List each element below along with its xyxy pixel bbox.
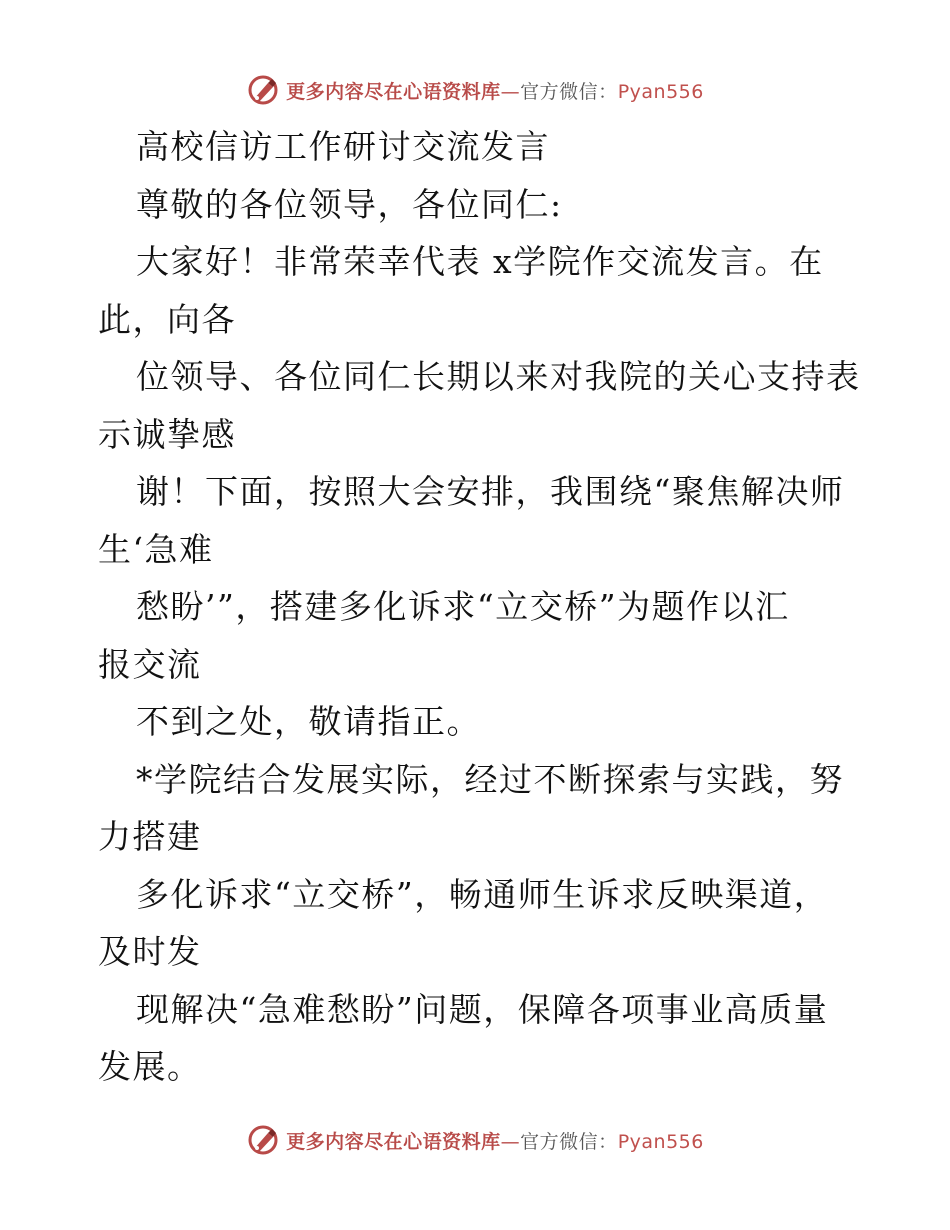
banner-wechat-label: 官方微信： [520, 1130, 618, 1153]
banner-wechat-id: Pyan556 [617, 80, 704, 103]
text-line: 及时发 [98, 932, 202, 971]
text-line: 不到之处，敬请指正。 [136, 702, 481, 741]
banner-wechat-id: Pyan556 [617, 1130, 704, 1153]
banner-site-name: 更多内容尽在心语资料库 [286, 80, 501, 103]
banner-site-name: 更多内容尽在心语资料库 [286, 1130, 501, 1153]
text-line: 多化诉求“立交桥”，畅通师生诉求反映渠道， [136, 874, 829, 914]
banner-dash: — [500, 1130, 521, 1153]
pen-logo-icon [246, 1123, 280, 1157]
text-line: 生‘急难 [98, 529, 214, 569]
text-line: 谢！下面，按照大会安排，我围绕“聚焦解决师 [136, 472, 845, 511]
text-line: 位领导、各位同仁长期以来对我院的关心支持表 [136, 357, 861, 396]
text-line: 尊敬的各位领导，各位同仁: [136, 184, 563, 224]
text-line: 大家好！非常荣幸代表 x学院作交流发言。在 [136, 242, 824, 281]
text-line: 示诚挚感 [98, 414, 236, 454]
banner-wechat-label: 官方微信： [520, 80, 618, 103]
header-banner [0, 70, 950, 110]
banner-text [286, 77, 704, 104]
banner-text [286, 1127, 704, 1154]
banner-dash: — [500, 80, 521, 103]
document-body [98, 118, 861, 1096]
text-line: 发展。 [98, 1047, 202, 1086]
text-line: 愁盼’”，搭建多化诉求“立交桥”为题作以汇 [136, 587, 790, 626]
text-line: *学院结合发展实际，经过不断探索与实践，努 [136, 759, 844, 799]
text-line: 现解决“急难愁盼”问题，保障各项事业高质量 [136, 989, 829, 1029]
text-line: 报交流 [98, 644, 202, 684]
text-line: 高校信访工作研讨交流发言 [136, 127, 550, 166]
text-line: 力搭建 [98, 817, 202, 856]
text-line: 此，向各 [98, 299, 236, 339]
footer-banner [0, 1120, 950, 1160]
pen-logo-icon [246, 73, 280, 107]
